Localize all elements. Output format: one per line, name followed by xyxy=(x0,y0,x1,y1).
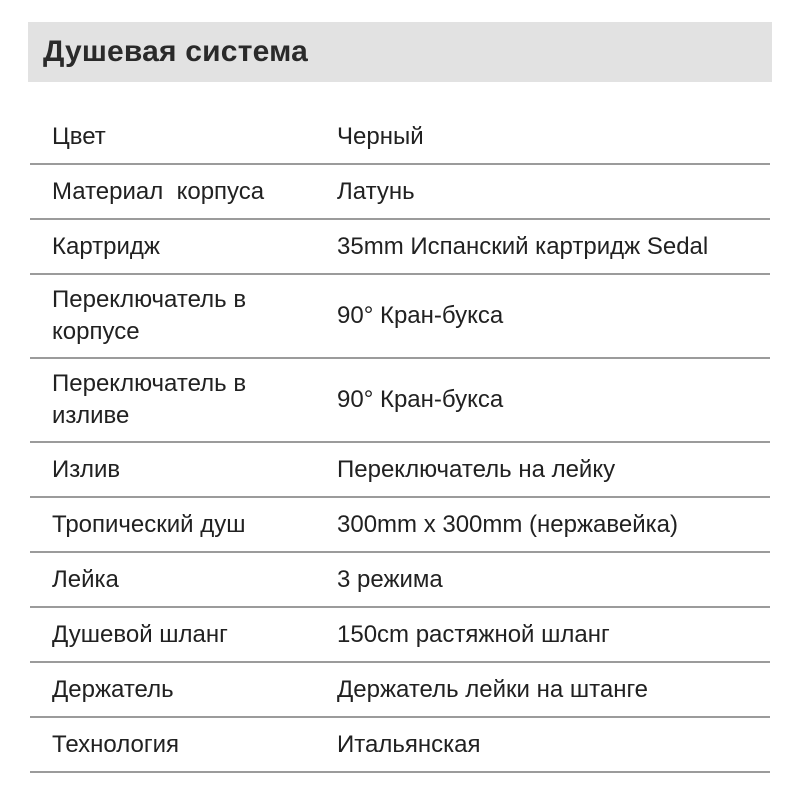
spec-label: Тропический душ xyxy=(52,510,246,538)
spec-value: Черный xyxy=(337,122,424,150)
spec-label: Переключатель в корпусе xyxy=(52,286,253,345)
spec-value: Итальянская xyxy=(337,730,481,758)
spec-label: Переключатель в изливе xyxy=(52,370,253,429)
spec-value: 150cm растяжной шланг xyxy=(337,620,610,648)
spec-row xyxy=(30,498,770,553)
spec-row xyxy=(30,110,770,165)
spec-label: Излив xyxy=(52,455,121,483)
spec-value: 3 режима xyxy=(337,565,443,593)
spec-value: Латунь xyxy=(337,177,415,205)
section-header xyxy=(28,22,772,82)
spec-row xyxy=(30,608,770,663)
spec-row xyxy=(30,359,770,443)
spec-row xyxy=(30,663,770,718)
spec-row xyxy=(30,553,770,608)
spec-label: Душевой шланг xyxy=(52,620,228,648)
spec-value: Переключатель на лейку xyxy=(337,455,616,483)
spec-label: Лейка xyxy=(52,565,119,593)
spec-row xyxy=(30,718,770,773)
spec-row xyxy=(30,165,770,220)
spec-table xyxy=(30,110,770,773)
spec-label: Картридж xyxy=(52,232,160,260)
spec-label: Цвет xyxy=(52,122,106,150)
spec-value: Держатель лейки на штанге xyxy=(337,675,649,703)
section-title: Душевая система xyxy=(43,35,308,68)
spec-value: 35mm Испанский картридж Sedal xyxy=(337,232,709,260)
spec-label: Держатель xyxy=(52,675,174,703)
spec-row xyxy=(30,275,770,359)
spec-row xyxy=(30,443,770,498)
spec-row xyxy=(30,220,770,275)
spec-label: Материал корпуса xyxy=(52,177,265,205)
spec-label: Технология xyxy=(52,730,179,758)
spec-value: 300mm x 300mm (нержавейка) xyxy=(337,510,679,538)
spec-value: 90° Кран-букса xyxy=(337,386,504,413)
spec-value: 90° Кран-букса xyxy=(337,302,504,329)
